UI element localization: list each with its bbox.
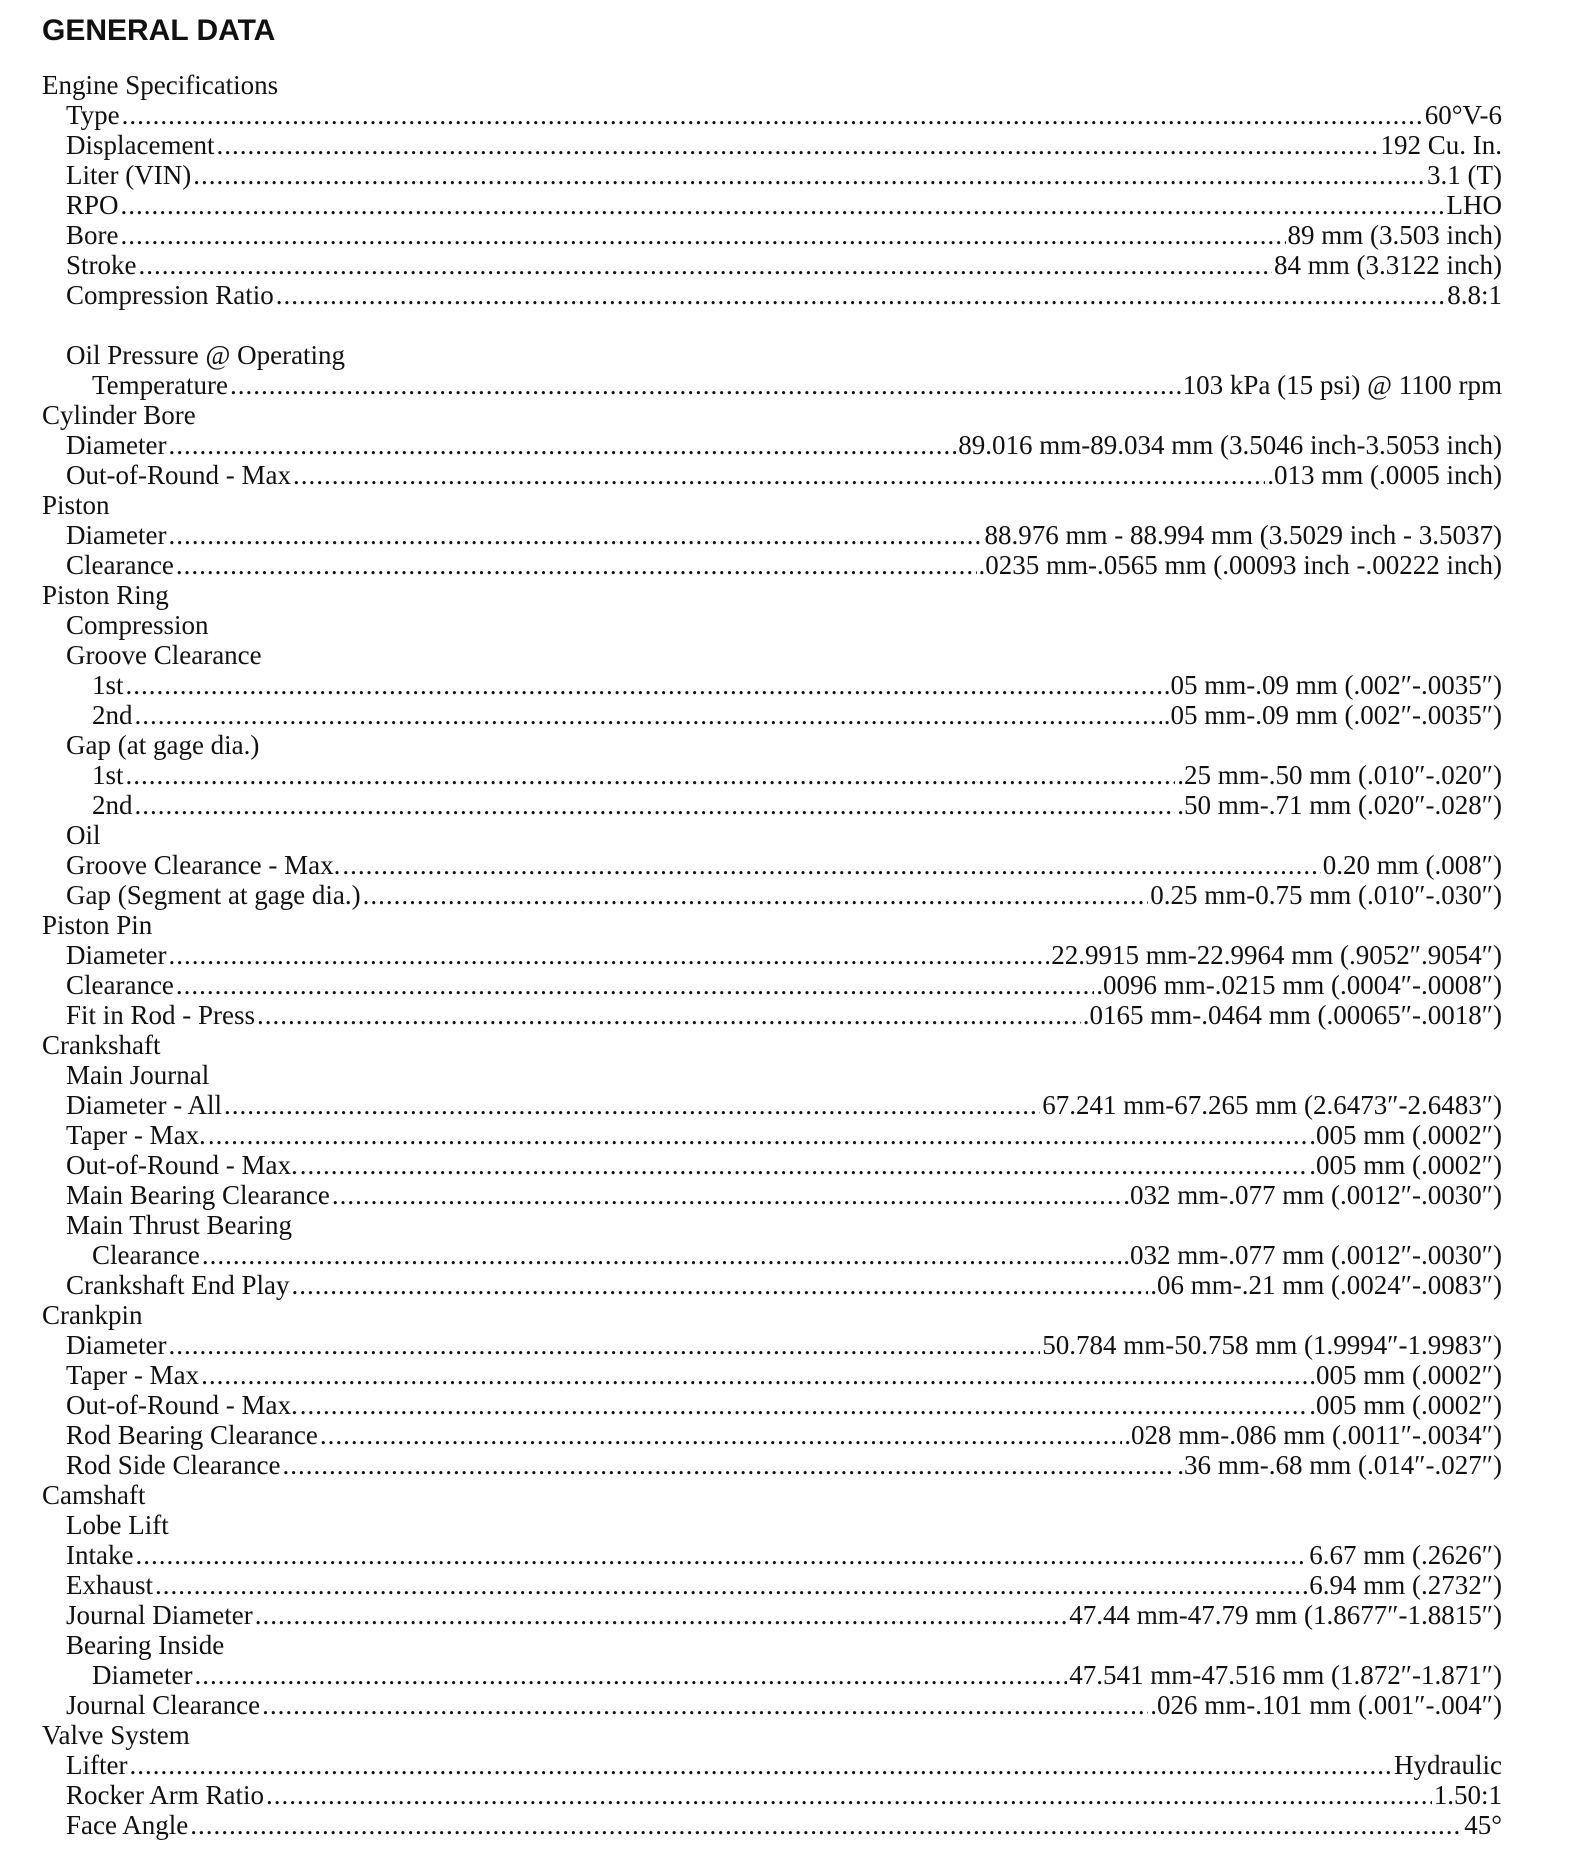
spec-label: Fit in Rod - Press (66, 1000, 256, 1030)
spec-row (42, 1390, 1502, 1420)
spec-value: .25 mm-.50 mm (.010″-.020″) (1177, 760, 1502, 790)
section-heading-row (42, 640, 1502, 670)
dot-leader (121, 190, 1445, 220)
spec-row (42, 1180, 1502, 1210)
section-heading-row (42, 70, 1502, 100)
section-heading-row (42, 1210, 1502, 1240)
dot-leader (176, 550, 977, 580)
spec-value: .005 mm (.0002″) (1309, 1360, 1502, 1390)
section-heading-row (42, 1480, 1502, 1510)
section-label: Gap (at gage dia.) (66, 730, 260, 760)
spec-label: RPO (66, 190, 119, 220)
section-heading-row (42, 580, 1502, 610)
dot-leader (230, 370, 1181, 400)
spec-value: .005 mm (.0002″) (1309, 1120, 1502, 1150)
spec-value: .026 mm-.101 mm (.001″-.004″) (1150, 1690, 1502, 1720)
spec-value: .0165 mm-.0464 mm (.00065″-.0018″) (1082, 1000, 1502, 1030)
spec-value: 6.67 mm (.2626″) (1309, 1540, 1502, 1570)
spec-row (42, 1360, 1502, 1390)
dot-leader (168, 1330, 1040, 1360)
spec-row (42, 1240, 1502, 1270)
section-label: Main Journal (66, 1060, 210, 1090)
spec-value: 89.016 mm-89.034 mm (3.5046 inch-3.5053 inch) (958, 430, 1502, 460)
section-label: Compression (66, 610, 209, 640)
spec-value: .05 mm-.09 mm (.002″-.0035″) (1163, 700, 1502, 730)
spec-value: .0235 mm-.0565 mm (.00093 inch -.00222 inch) (978, 550, 1502, 580)
spec-row (42, 1150, 1502, 1180)
section-label: Camshaft (42, 1480, 146, 1510)
dot-leader (126, 760, 1176, 790)
dot-leader (193, 160, 1425, 190)
spec-value: .50 mm-.71 mm (.020″-.028″) (1177, 790, 1502, 820)
dot-leader (168, 940, 1049, 970)
spec-label: Intake (66, 1540, 134, 1570)
spec-row (42, 1780, 1502, 1810)
section-label: Piston Ring (42, 580, 169, 610)
section-heading-row (42, 400, 1502, 430)
dot-leader (129, 1750, 1392, 1780)
spec-label: Face Angle (66, 1810, 189, 1840)
dot-leader (320, 1420, 1122, 1450)
dot-leader (262, 1690, 1148, 1720)
spec-value: 84 mm (3.3122 inch) (1274, 250, 1502, 280)
spec-row (42, 190, 1502, 220)
spec-row (42, 790, 1502, 820)
dot-leader (201, 1360, 1307, 1390)
spec-row (42, 520, 1502, 550)
section-label: Oil Pressure @ Operating (66, 340, 346, 370)
spec-value: .032 mm-.077 mm (.0012″-.0030″) (1123, 1180, 1502, 1210)
spec-label: 2nd (92, 790, 133, 820)
spec-label: Diameter (66, 520, 167, 550)
dot-leader (168, 430, 956, 460)
spec-value: .005 mm (.0002″) (1309, 1150, 1502, 1180)
section-heading-row (42, 1300, 1502, 1330)
spec-row (42, 670, 1502, 700)
section-label: Bearing Inside (66, 1630, 225, 1660)
spec-label: Liter (VIN) (66, 160, 192, 190)
spec-value: 50.784 mm-50.758 mm (1.9994″-1.9983″) (1042, 1330, 1502, 1360)
dot-leader (135, 700, 1162, 730)
spec-label: 1st (92, 760, 124, 790)
spec-label: Clearance (66, 550, 174, 580)
dot-leader (276, 280, 1445, 310)
dot-leader (300, 1150, 1308, 1180)
spec-value: 47.541 mm-47.516 mm (1.872″-1.871″) (1069, 1660, 1502, 1690)
spec-row (42, 280, 1502, 310)
spec-row (42, 130, 1502, 160)
spec-value: 67.241 mm-67.265 mm (2.6473″-2.6483″) (1042, 1090, 1502, 1120)
spec-row (42, 1270, 1502, 1300)
spec-row (42, 1450, 1502, 1480)
spec-label: Rod Side Clearance (66, 1450, 281, 1480)
spec-label: Out-of-Round - Max (66, 460, 291, 490)
dot-leader (300, 1390, 1308, 1420)
spec-row (42, 1750, 1502, 1780)
spec-row (42, 1810, 1502, 1840)
spec-row (42, 1090, 1502, 1120)
spec-value: 103 kPa (15 psi) @ 1100 rpm (1182, 370, 1502, 400)
spec-row (42, 1420, 1502, 1450)
spec-label: Journal Diameter (66, 1600, 253, 1630)
spec-value: 60°V-6 (1424, 100, 1502, 130)
section-label: Groove Clearance (66, 640, 262, 670)
spec-label: Stroke (66, 250, 137, 280)
spec-label: Rod Bearing Clearance (66, 1420, 318, 1450)
spec-value: 88.976 mm - 88.994 mm (3.5029 inch - 3.5037) (984, 520, 1502, 550)
spec-row (42, 1660, 1502, 1690)
spec-value: 3.1 (T) (1427, 160, 1502, 190)
spec-label: Diameter - All (66, 1090, 222, 1120)
section-heading-row (42, 490, 1502, 520)
dot-leader (291, 1270, 1148, 1300)
dot-leader (194, 1660, 1067, 1690)
spec-row (42, 1000, 1502, 1030)
section-heading-row (42, 1060, 1502, 1090)
dot-leader (293, 460, 1265, 490)
spec-label: Out-of-Round - Max. (66, 1390, 298, 1420)
dot-leader (216, 130, 1378, 160)
dot-leader (255, 1600, 1068, 1630)
dot-leader (266, 1780, 1432, 1810)
dot-leader (282, 1450, 1175, 1480)
spec-label: Diameter (66, 1330, 167, 1360)
dot-leader (168, 520, 982, 550)
section-heading-row (42, 1510, 1502, 1540)
section-label: Lobe Lift (66, 1510, 169, 1540)
spec-label: Diameter (66, 940, 167, 970)
spec-value: 22.9915 mm-22.9964 mm (.9052″.9054″) (1051, 940, 1502, 970)
spec-row (42, 700, 1502, 730)
spec-value: Hydraulic (1394, 1750, 1502, 1780)
spec-value: 192 Cu. In. (1380, 130, 1502, 160)
spec-label: Compression Ratio (66, 280, 274, 310)
spec-label: Journal Clearance (66, 1690, 261, 1720)
dot-leader (155, 1570, 1307, 1600)
dot-leader (120, 220, 1285, 250)
spec-value: 0.20 mm (.008″) (1322, 850, 1502, 880)
spec-value: 8.8:1 (1447, 280, 1502, 310)
spec-row (42, 850, 1502, 880)
spec-row (42, 460, 1502, 490)
dot-leader (190, 1810, 1462, 1840)
spec-label: Temperature (92, 370, 229, 400)
spec-row (42, 940, 1502, 970)
spec-label: Type (66, 100, 120, 130)
spec-row (42, 880, 1502, 910)
spec-label: Diameter (66, 430, 167, 460)
spec-label: Diameter (92, 1660, 193, 1690)
spec-label: 1st (92, 670, 124, 700)
spec-row (42, 1600, 1502, 1630)
spec-row (42, 160, 1502, 190)
section-label: Piston (42, 490, 110, 520)
spec-label: Gap (Segment at gage dia.) (66, 880, 361, 910)
spec-value: .0096 mm-.0215 mm (.0004″-.0008″) (1096, 970, 1502, 1000)
section-label: Piston Pin (42, 910, 153, 940)
spec-row (42, 1690, 1502, 1720)
section-label: Cylinder Bore (42, 400, 196, 430)
dot-leader (257, 1000, 1081, 1030)
spec-value: .06 mm-.21 mm (.0024″-.0083″) (1150, 1270, 1502, 1300)
spec-label: Bore (66, 220, 119, 250)
spec-label: Out-of-Round - Max. (66, 1150, 298, 1180)
spec-row (42, 1570, 1502, 1600)
section-heading-row (42, 1630, 1502, 1660)
spec-label: Crankshaft End Play (66, 1270, 290, 1300)
spec-row (42, 220, 1502, 250)
spec-label: 2nd (92, 700, 133, 730)
dot-leader (139, 250, 1273, 280)
dot-leader (224, 1090, 1040, 1120)
spec-value: 45° (1464, 1810, 1502, 1840)
spec-label: Taper - Max. (66, 1120, 206, 1150)
spec-value: 1.50:1 (1433, 1780, 1502, 1810)
spec-value: .005 mm (.0002″) (1309, 1390, 1502, 1420)
section-label: Oil (66, 820, 101, 850)
section-heading-row (42, 1720, 1502, 1750)
spec-row (42, 760, 1502, 790)
spec-value: .013 mm (.0005 inch) (1267, 460, 1502, 490)
section-heading-row (42, 910, 1502, 940)
spec-row (42, 1330, 1502, 1360)
section-heading-row (42, 1030, 1502, 1060)
spec-label: Clearance (66, 970, 174, 1000)
dot-leader (135, 790, 1176, 820)
spec-row (42, 970, 1502, 1000)
spec-label: Rocker Arm Ratio (66, 1780, 264, 1810)
dot-leader (208, 1120, 1307, 1150)
spec-value: 0.25 mm-0.75 mm (.010″-.030″) (1150, 880, 1502, 910)
spec-row (42, 430, 1502, 460)
spacer-row (42, 310, 1502, 340)
spec-row (42, 550, 1502, 580)
spec-label: Lifter (66, 1750, 128, 1780)
section-label: Crankpin (42, 1300, 143, 1330)
spec-value: LHO (1446, 190, 1502, 220)
dot-leader (122, 100, 1423, 130)
spec-row (42, 1120, 1502, 1150)
dot-leader (332, 1180, 1121, 1210)
spec-label: Main Bearing Clearance (66, 1180, 330, 1210)
spec-value: 47.44 mm-47.79 mm (1.8677″-1.8815″) (1069, 1600, 1502, 1630)
spec-row (42, 250, 1502, 280)
spec-label: Groove Clearance - Max. (66, 850, 341, 880)
spec-label: Clearance (92, 1240, 200, 1270)
section-heading-row (42, 610, 1502, 640)
dot-leader (126, 670, 1162, 700)
spec-label: Taper - Max (66, 1360, 200, 1390)
page-title: GENERAL DATA (42, 14, 276, 47)
section-label: Valve System (42, 1720, 190, 1750)
dot-leader (176, 970, 1094, 1000)
spec-value: 6.94 mm (.2732″) (1309, 1570, 1502, 1600)
section-heading-row (42, 340, 1502, 370)
spec-row (42, 370, 1502, 400)
section-label: Crankshaft (42, 1030, 161, 1060)
spec-value: .028 mm-.086 mm (.0011″-.0034″) (1124, 1420, 1502, 1450)
spec-value: .05 mm-.09 mm (.002″-.0035″) (1163, 670, 1502, 700)
spec-row (42, 100, 1502, 130)
spec-value: .36 mm-.68 mm (.014″-.027″) (1177, 1450, 1502, 1480)
section-heading-row (42, 820, 1502, 850)
section-heading-row (42, 730, 1502, 760)
dot-leader (202, 1240, 1121, 1270)
section-label: Main Thrust Bearing (66, 1210, 292, 1240)
dot-leader (135, 1540, 1307, 1570)
spec-value: .032 mm-.077 mm (.0012″-.0030″) (1123, 1240, 1502, 1270)
dot-leader (342, 850, 1320, 880)
spec-label: Displacement (66, 130, 215, 160)
spec-row (42, 1540, 1502, 1570)
spec-label: Exhaust (66, 1570, 153, 1600)
dot-leader (363, 880, 1149, 910)
spec-list (42, 70, 1502, 1840)
spec-value: 89 mm (3.503 inch) (1287, 220, 1502, 250)
section-label: Engine Specifications (42, 70, 279, 100)
